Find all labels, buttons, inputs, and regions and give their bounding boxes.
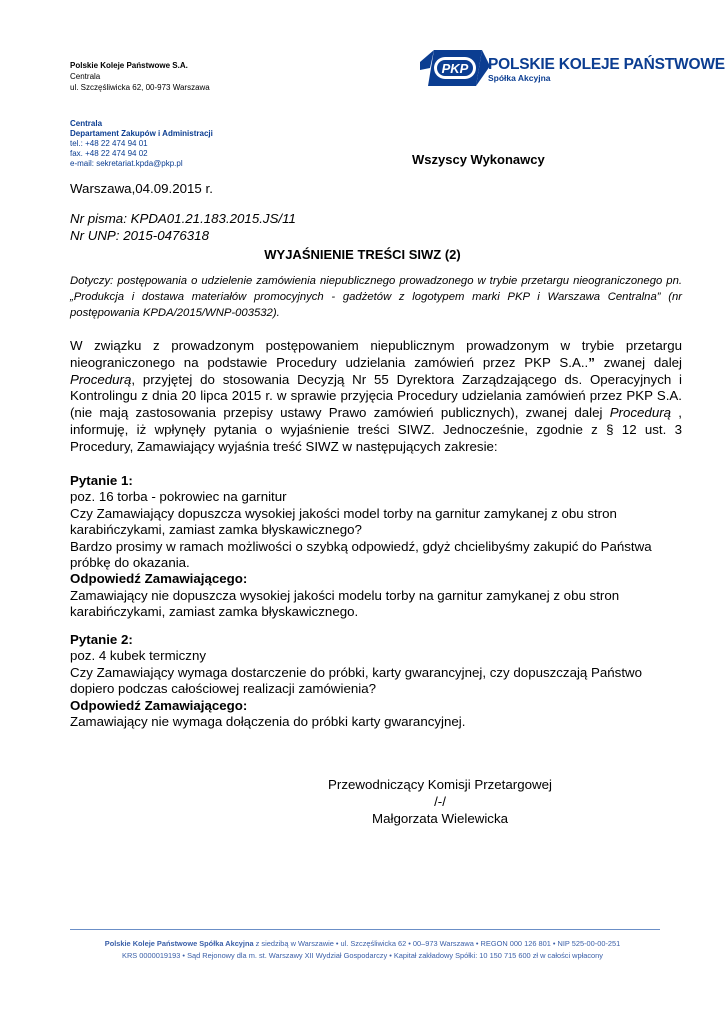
intro-text-4: , informuję, iż wpłynęły pytania o wyjaśnienie treści SIWZ. Jednocześnie, zgodnie z § 12 ust. 3 Procedury, Zamawiający wyjaśnia treść SIWZ w następujących zakresie: [70, 405, 682, 454]
intro-text-3: , przyjętej do stosowania Decyzją Nr 55 Dyrektora Zarządzającego ds. Operacyjnych i Kontrolingu z dnia 20 lipca 2015 r. w sprawie przyjęcia Procedury udzielania zamówień przez PKP S.A. (nie mają zastosowania przepisy ustawy Prawo zamówień publicznych), zwanej dalej [70, 371, 682, 421]
logo-name: POLSKIE KOLEJE PAŃSTWOWE [488, 56, 725, 73]
department-email[interactable]: e-mail: sekretariat.kpda@pkp.pl [70, 159, 183, 168]
sender-address-block [70, 60, 210, 93]
question-2-heading: Pytanie 2: [70, 632, 133, 647]
intro-text-2: zwanej dalej [594, 354, 683, 370]
unp-number: Nr UNP: 2015-0476318 [70, 228, 209, 243]
question-1-section [70, 473, 682, 621]
footer-line-1 [0, 938, 725, 950]
intro-procedure-2: Procedurą [609, 405, 672, 421]
signature-name: Małgorzata Wielewicka [372, 811, 508, 826]
question-1-item: poz. 16 torba - pokrowiec na garnitur [70, 489, 287, 505]
recipient: Wszyscy Wykonawcy [412, 152, 545, 167]
footer-company: Polskie Koleje Państwowe Spółka Akcyjna [104, 939, 254, 948]
pkp-logo-mark-icon [420, 50, 490, 86]
answer-1-text: Zamawiający nie dopuszcza wysokiej jakości modelu torby na garnitur zamykanej z obu stron karabińczykami, zamiast zamka błyskawicznego. [70, 587, 620, 620]
department-unit: Centrala [70, 119, 103, 128]
subject-paragraph: Dotyczy: postępowania o udzielenie zamówienia niepublicznego prowadzonego w trybie przetargu nieograniczonego pn. „Produkcja i dostawa materiałów promocyjnych - gadżetów z logotypem marki PKP i Warszawa Centralna” (nr postępowania KPDA/2015/WNP-003532). [70, 275, 682, 319]
question-2-item: poz. 4 kubek termiczny [70, 648, 206, 664]
logo-wordmark [488, 57, 725, 83]
footer-line-2: KRS 0000019193 • Sąd Rejonowy dla m. st. Warszawy XII Wydział Gospodarczy • Kapitał zakładowy Spółki: 10 150 715 600 zł w całości wpłacony [122, 951, 603, 960]
pkp-logo-mark-text: PKP [441, 61, 469, 76]
footer [0, 938, 725, 962]
signature-role: Przewodniczący Komisji Przetargowej [328, 777, 552, 792]
answer-2-text: Zamawiający nie wymaga dołączenia do próbki karty gwarancyjnej. [70, 714, 466, 730]
department-block [70, 119, 213, 169]
intro-quote: ” [588, 354, 595, 370]
document-title: WYJAŚNIENIE TREŚCI SIWZ (2) [264, 247, 461, 262]
reference-numbers [70, 210, 296, 244]
footer-divider [70, 929, 660, 930]
question-1-request: Bardzo prosimy w ramach możliwości o szybką odpowiedź, gdyż chcielibyśmy zakupić do Państwa próbkę do okazania. [70, 538, 652, 571]
signature-mark: /-/ [434, 794, 446, 809]
question-2-text: Czy Zamawiający wymaga dostarczenie do próbki, karty gwarancyjnej, czy dopuszczają Państwo dopiero podczas całościowej realizacji zamówienia? [70, 664, 643, 697]
sender-unit: Centrala [70, 72, 101, 81]
logo-subtitle: Spółka Akcyjna [488, 73, 551, 83]
department-phone: tel.: +48 22 474 94 01 [70, 139, 148, 148]
question-1-text: Czy Zamawiający dopuszcza wysokiej jakości model torby na garnitur zamykanej z obu stron karabińczykami, zamiast zamka błyskawicznego? [70, 505, 617, 538]
department-fax: fax. +48 22 474 94 02 [70, 149, 148, 158]
question-1-heading: Pytanie 1: [70, 473, 133, 488]
signature-block [300, 776, 580, 827]
letter-date: Warszawa,04.09.2015 r. [70, 181, 213, 196]
answer-1-heading: Odpowiedź Zamawiającego: [70, 571, 248, 587]
intro-paragraph [70, 338, 682, 456]
question-2-section [70, 632, 682, 730]
sender-address: ul. Szczęśliwicka 62, 00-973 Warszawa [70, 83, 210, 92]
letter-number: Nr pisma: KPDA01.21.183.2015.JS/11 [70, 211, 296, 226]
sender-company: Polskie Koleje Państwowe S.A. [70, 61, 188, 70]
intro-procedure-1: Procedurą [70, 371, 132, 387]
answer-2-heading: Odpowiedź Zamawiającego: [70, 697, 248, 713]
department-name: Departament Zakupów i Administracji [70, 129, 213, 138]
footer-details: z siedzibą w Warszawie • ul. Szczęśliwicka 62 • 00–973 Warszawa • REGON 000 126 801 • NIP 525-00-00-251 [253, 939, 621, 948]
intro-text-1: W związku z prowadzonym postępowaniem niepublicznym prowadzonym w trybie przetargu nieograniczonego na podstawie Procedury udzielania zamówień przez PKP S.A.. [70, 338, 682, 370]
